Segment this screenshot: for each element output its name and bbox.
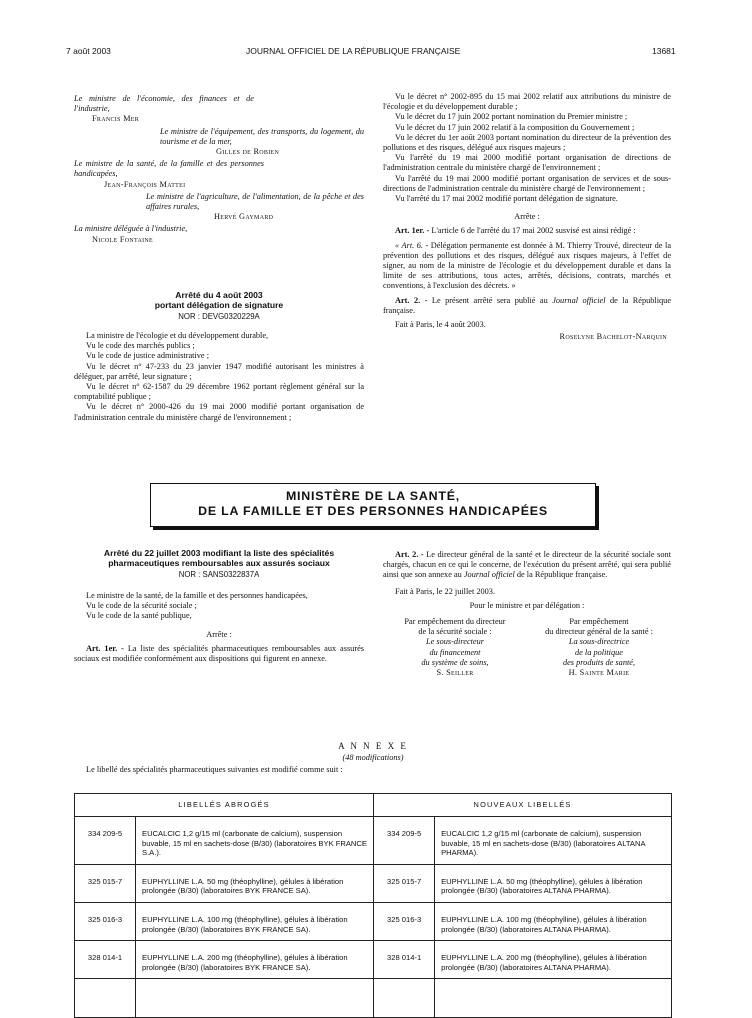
ministry-line2: DE LA FAMILLE ET DES PERSONNES HANDICAPÉES [198,504,548,518]
arrete1-r6: Vu l'arrêté du 19 mai 2000 modifié portant organisation de services et de sous-directions de l'administration centrale du ministère chargé de l'environnement ; [383,173,671,193]
header-date: 7 août 2003 [66,46,111,56]
table-row-empty [75,979,672,1018]
annexe-intro: Le libellé des spécialités pharmaceutiques suivantes est modifié comme suit : [86,765,343,775]
arrete2-left-sig-l5: du système de soins, [421,657,489,667]
arrete2-p2: Vu le code de la sécurité sociale ; [86,601,197,611]
sig2-name: Gilles de Robien [216,147,280,157]
arrete2-art2-text-a: Le directeur général de la santé et le directeur de la sécurité sociale sont chargés, chacun en ce qui le concerne, de l'exécution du présent arrêté, qui sera publié ainsi que son annexe au [383,550,672,580]
sig2-role: Le ministre de l'équipement, des transports, du logement, du tourisme et de la mer, [160,126,364,146]
libelle-new: EUPHYLLINE L.A. 100 mg (théophylline), gélules à libération prolongée (B/30) (laboratoires ALTANA PHARMA). [435,902,672,940]
sig1-role: Le ministre de l'économie, des finances et de l'industrie, [74,94,254,114]
arrete2-right-sig-l5: des produits de santé, [562,657,636,667]
code-old: 328 014-1 [75,941,136,979]
arrete1-r4: Vu le décret du 1er août 2003 portant nomination du directeur de la prévention des pollutions et des risques, délégué aux risques majeurs ; [383,132,671,153]
col-header-nouveaux: NOUVEAUX LIBELLÉS [374,794,672,817]
page-number: 13681 [652,46,676,56]
code-new: 328 014-1 [374,941,435,979]
libelle-new: EUPHYLLINE L.A. 200 mg (théophylline), gélules à libération prolongée (B/30) (laboratoires ALTANA PHARMA). [435,941,672,979]
annexe-title: A N N E X E [338,741,408,751]
sig4-role: Le ministre de l'agriculture, de l'alimentation, de la pêche et des affaires rurales, [146,191,364,212]
arrete1-r1: Vu le décret n° 2002-895 du 15 mai 2002 relatif aux attributions du ministre de l'écologie et du développement durable ; [383,92,671,112]
arrete2-left-sig-l3: Le sous-directeur [426,637,484,647]
arrete2-left-sig-l2: de la sécurité sociale : [418,627,492,637]
code-old: 334 209-5 [75,817,136,865]
arrete2-right-sig-name: H. Sainte Marie [568,668,630,678]
arrete2-arrete: Arrête : [206,629,232,639]
annexe-subtitle: (48 modifications) [342,753,404,763]
code-old: 325 015-7 [75,864,136,902]
sig1-name: Francis Mer [92,114,140,124]
arrete1-art2-text-b: de la République française. [383,295,672,315]
libelle-new: EUPHYLLINE L.A. 50 mg (théophylline), gélules à libération prolongée (B/30) (laboratoires ALTANA PHARMA). [435,864,672,902]
arrete1-art2-text-a: Le présent arrêté sera publié au [431,295,548,305]
signatures-block [74,94,364,245]
code-new: 325 015-7 [374,864,435,902]
arrete1-arrete: Arrête : [514,212,540,222]
table-row [75,864,672,902]
arrete1-art1-label: Art. 1er. - [395,226,430,236]
sig3-role: Le ministre de la santé, de la famille et des personnes handicapées, [74,159,264,179]
arrete1-art2-jo: Journal officiel [552,295,606,305]
arrete2-art2-label: Art. 2. - [395,550,424,559]
arrete2-title-line2: pharmaceutiques remboursables aux assurés sociaux [108,558,330,568]
arrete2-left-sig-l4: du financement [429,647,481,657]
col-header-abroges: LIBELLÉS ABROGÉS [75,794,374,817]
libelle-old: EUPHYLLINE L.A. 200 mg (théophylline), gélules à libération prolongée (B/30) (laboratoires BYK FRANCE SA). [136,941,374,979]
empty-cell [374,979,435,1018]
table-row [75,941,672,979]
arrete1-p5: Vu le décret n° 62-1587 du 29 décembre 1962 portant règlement général sur la comptabilité publique ; [74,382,364,402]
arrete2-left [74,548,364,664]
arrete2-left-sig-name: S. Seiller [436,668,474,678]
arrete1-nor: NOR : DEVG0320229A [178,312,260,321]
arrete1-r3: Vu le décret du 17 juin 2002 relatif à la composition du Gouvernement ; [395,122,635,132]
empty-cell [75,979,136,1018]
libelle-new: EUCALCIC 1,2 g/15 ml (carbonate de calcium), suspension buvable, 15 ml en sachets-dose (B/30) (laboratoires ALTANA PHARMA). [435,817,672,865]
arrete1-p1: La ministre de l'écologie et du développement durable, [86,331,269,340]
arrete1-right [383,92,671,342]
libelle-old: EUPHYLLINE L.A. 50 mg (théophylline), gélules à libération prolongée (B/30) (laboratoires BYK FRANCE SA). [136,864,374,902]
code-new: 325 016-3 [374,902,435,940]
arrete2-art2-jo: Journal officiel [463,570,515,580]
sig3-name: Jean-François Mattei [104,179,186,189]
arrete1-r2: Vu le décret du 17 juin 2002 portant nomination du Premier ministre ; [395,112,628,122]
arrete1-left [74,290,364,423]
code-new: 334 209-5 [374,817,435,865]
arrete1-art2-label: Art. 2. - [395,295,428,305]
arrete1-fait: Fait à Paris, le 4 août 2003. [395,320,486,330]
arrete2-art2-text-b: de la République française. [516,570,608,580]
arrete2-art1-label: Art. 1er. - [86,643,124,653]
annexe-table [74,793,672,1018]
journal-title: JOURNAL OFFICIEL DE LA RÉPUBLIQUE FRANÇAISE [246,46,461,56]
arrete1-title-line1: Arrêté du 4 août 2003 [175,290,263,300]
arrete2-right-sig-l1: Par empêchement [569,617,629,627]
arrete2-pour: Pour le ministre et par délégation : [469,600,585,610]
arrete2-nor: NOR : SANS0322837A [178,570,260,579]
arrete2-left-sig-l1: Par empêchement du directeur [404,617,506,627]
arrete2-right-sig-l3: La sous-directrice [568,637,630,647]
arrete1-p6: Vu le décret n° 2000-426 du 19 mai 2000 modifié portant organisation de l'administration centrale du ministère chargé de l'environnement ; [74,402,364,422]
arrete2-title-line1: Arrêté du 22 juillet 2003 modifiant la liste des spécialités [103,548,335,558]
arrete1-r7: Vu l'arrêté du 17 mai 2002 modifié portant délégation de signature. [395,194,618,204]
sig5-name: Nicole Fontaine [92,234,154,244]
arrete1-signature: Roselyne Bachelot-Narquin [559,332,667,342]
arrete2-p1: Le ministre de la santé, de la famille et des personnes handicapées, [86,591,308,600]
arrete1-art6-text: Délégation permanente est donnée à M. Thierry Trouvé, directeur de la prévention des pollutions et des risques, délégué aux risques majeurs, à l'effet de signer, au nom de la ministre de l'écologie et du développement durable et dans la limite de ses attributions, tous actes, arrêtés, décisions, contrats, marchés et conventions, à l'exclusion des décrets. » [383,240,671,291]
arrete1-art1-text: L'article 6 de l'arrêté du 17 mai 2002 susvisé est ainsi rédigé : [431,226,636,236]
arrete2-fait: Fait à Paris, le 22 juillet 2003. [395,586,496,596]
sig4-name: Hervé Gaymard [214,212,274,222]
libelle-old: EUCALCIC 1,2 g/15 ml (carbonate de calcium), suspension buvable, 15 ml en sachets-dose (B/30) (laboratoires BYK FRANCE S.A.). [136,817,374,865]
arrete2-right [383,550,671,678]
arrete2-art1-text: La liste des spécialités pharmaceutiques remboursables aux assurés sociaux est modifiée conformément aux dispositions qui figurent en annexe. [74,643,364,664]
empty-cell [136,979,374,1018]
table-row [75,902,672,940]
empty-cell [435,979,672,1018]
table-row [75,817,672,865]
sig5-role: La ministre déléguée à l'industrie, [74,224,188,234]
arrete2-right-sig-l4: de la politique [575,647,623,657]
arrete1-art6-label: « Art. 6. - [395,240,429,250]
ministry-banner [150,483,596,527]
arrete1-p2: Vu le code des marchés publics ; [86,341,195,351]
arrete2-right-sig-l2: du directeur général de la santé : [545,627,653,637]
arrete1-title-line2: portant délégation de signature [154,300,284,310]
code-old: 325 016-3 [75,902,136,940]
libelle-old: EUPHYLLINE L.A. 100 mg (théophylline), gélules à libération prolongée (B/30) (laboratoires BYK FRANCE SA). [136,902,374,940]
ministry-line1: MINISTÈRE DE LA SANTÉ, [285,489,461,503]
arrete1-r5: Vu l'arrêté du 19 mai 2000 modifié portant organisation de directions de l'administration centrale du ministère chargé de l'environnement ; [383,153,671,173]
arrete2-p3: Vu le code de la santé publique, [86,611,192,621]
annexe-header [74,741,672,776]
arrete1-p3: Vu le code de justice administrative ; [86,351,209,361]
arrete1-p4: Vu le décret n° 47-233 du 23 janvier 1947 modifié autorisant les ministres à déléguer, par arrêté, leur signature ; [74,361,364,381]
